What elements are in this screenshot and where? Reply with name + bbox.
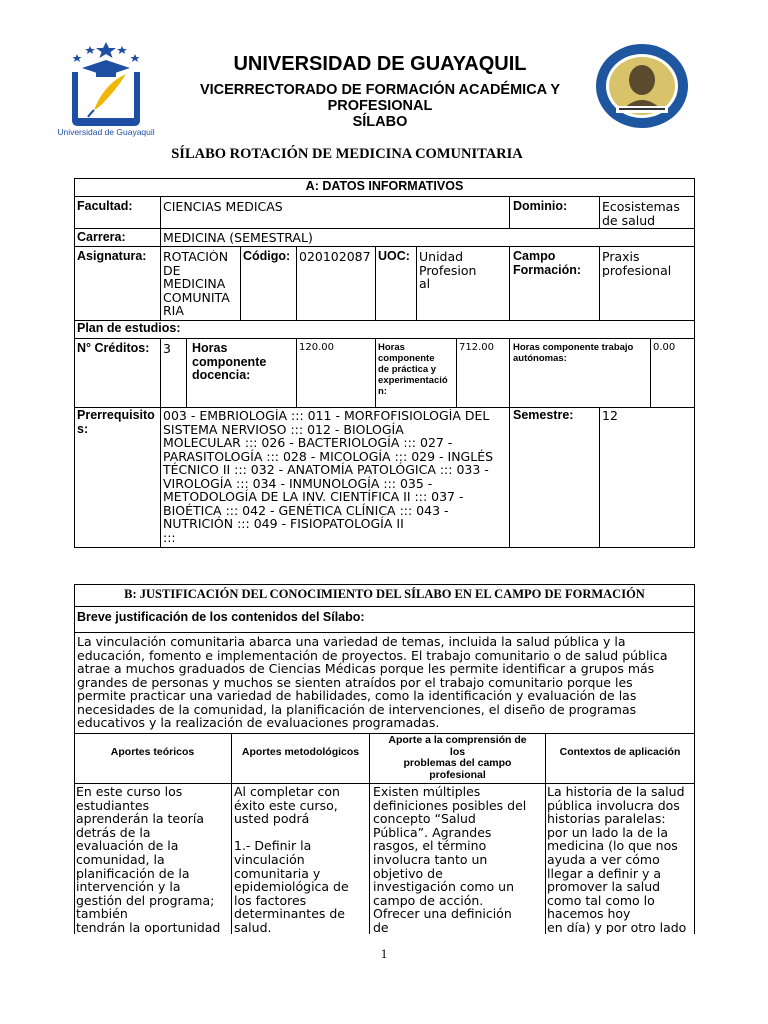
plan-estudios-label: Plan de estudios: (77, 322, 181, 335)
page-number: 1 (380, 946, 388, 961)
datos-informativos-table (74, 178, 695, 548)
uoc-label: UOC: (378, 250, 410, 263)
semestre-value: 12 (602, 409, 618, 423)
section-b-title: B: JUSTIFICACIÓN DEL CONOCIMIENTO DEL SÍLABO EN EL CAMPO DE FORMACIÓN (124, 587, 645, 601)
contextos-aplicacion-text: La historia de la salud pública involucra dos historias paralelas: por un lado la de la medicina (lo que nos ayuda a ver cómo llegar a definir y a promover la salud como tal como lo hacemos hoy en día) y por otro lado (547, 785, 687, 934)
column-header-aporte-comprension: Aporte a la comprensión de los problemas del campo profesional (388, 735, 527, 781)
aportes-teoricos-text: En este curso los estudiantes aprenderán la teoría detrás de la evaluación de la comunidad, la planificación de la intervención y la gestión del programa; también tendrán la oportunidad (76, 785, 221, 934)
logo-caption: Universidad de Guayaquil (57, 127, 155, 137)
section-a-title: A: DATOS INFORMATIVOS (305, 180, 464, 193)
column-header-contextos-aplicacion: Contextos de aplicación (559, 746, 681, 758)
faculty-seal-icon (594, 42, 690, 130)
aportes-metodologicos-text: Al completar con éxito este curso, usted podrá 1.- Definir la vinculación comunitaria y epidemiológica de los factores determinantes de salud. (234, 785, 349, 934)
asignatura-label: Asignatura: (77, 250, 147, 263)
horas-docencia-value: 120.00 (299, 342, 334, 353)
uoc-value: Unidad Profesion al (419, 250, 477, 291)
creditos-value: 3 (163, 342, 171, 356)
horas-docencia-label: Horas componente docencia: (192, 342, 267, 382)
codigo-value: 020102087 (299, 250, 371, 264)
breve-justificacion-label: Breve justificación de los contenidos del Sílabo: (77, 611, 365, 624)
column-header-aportes-teoricos: Aportes teóricos (110, 746, 195, 758)
justificacion-table (74, 584, 695, 934)
dominio-value: Ecosistemas de salud (602, 200, 680, 227)
horas-autonomo-value: 0.00 (653, 342, 676, 353)
semestre-label: Semestre: (513, 409, 574, 422)
carrera-value: MEDICINA (SEMESTRAL) (163, 231, 313, 245)
document-subtitle: SÍLABO ROTACIÓN DE MEDICINA COMUNITARIA (171, 146, 523, 162)
university-logo (57, 40, 155, 140)
prerrequisitos-value: 003 - EMBRIOLOGÍA ::: 011 - MORFOFISIOLOGÍA DEL SISTEMA NERVIOSO ::: 012 - BIOLOGÍA MOLECULAR ::: 026 - BACTERIOLOGÍA ::: 027 - PARASITOLOGÍA ::: 028 - MICOLOGÍA ::: 029 - INGLÉS TÉCNICO II ::: 032 - ANATOMÍA PATOLÓGICA ::: 033 - VIROLOGÍA ::: 034 - INMUNOLOGÍA ::: 035 - METODOLOGÍA DE LA INV. CIENTÍFICA II ::: 037 - BIOÉTICA ::: 042 - GENÉTICA CLÍNICA ::: 043 - NUTRICIÓN ::: 049 - FISIOPATOLOGÍA II ::: (163, 409, 494, 544)
column-header-aportes-metodologicos: Aportes metodológicos (241, 746, 360, 758)
horas-practica-label: Horas componente de práctica y experimentació n: (378, 342, 448, 397)
aporte-comprension-text: Existen múltiples definiciones posibles del concepto “Salud Pública”. Agrandes rasgos, el término involucra tanto un objetivo de investigación como un campo de acción. Ofrecer una definición de (373, 785, 527, 934)
facultad-label: Facultad: (77, 200, 133, 213)
prerrequisitos-label: Prerrequisito s: (77, 409, 155, 436)
horas-autonomo-label: Horas componente trabajo autónomas: (513, 342, 634, 364)
campo-formacion-label: Campo Formación: (513, 250, 582, 277)
asignatura-value: ROTACIÓN DE MEDICINA COMUNITA RIA (163, 250, 230, 318)
codigo-label: Código: (243, 250, 291, 263)
university-logo-icon (60, 40, 152, 140)
university-title: UNIVERSIDAD DE GUAYAQUIL (233, 53, 527, 75)
carrera-label: Carrera: (77, 231, 126, 244)
dominio-label: Dominio: (513, 200, 568, 213)
creditos-label: N° Créditos: (77, 342, 150, 355)
facultad-value: CIENCIAS MEDICAS (163, 200, 283, 214)
horas-practica-value: 712.00 (459, 342, 494, 353)
campo-formacion-value: Praxis profesional (602, 250, 672, 277)
faculty-seal (594, 42, 690, 130)
breve-justificacion-text: La vinculación comunitaria abarca una variedad de temas, incluida la salud pública y la educación, fomento e implementación de proyectos. El trabajo comunitario o de salud pública atrae a muchos graduados de Ciencias Médicas porque les permite identificar a grupos más grandes de personas y muchos se sienten atraídos por el trabajo comunitario porque les permite practicar una variedad de habilidades, como la identificación y evaluación de las necesidades de la comunidad, la planificación de intervenciones, el diseño de programas educativos y la realización de evaluaciones programadas. (77, 635, 668, 730)
vicerrectorado-title: VICERRECTORADO DE FORMACIÓN ACADÉMICA Y PROFESIONAL SÍLABO (199, 82, 561, 130)
